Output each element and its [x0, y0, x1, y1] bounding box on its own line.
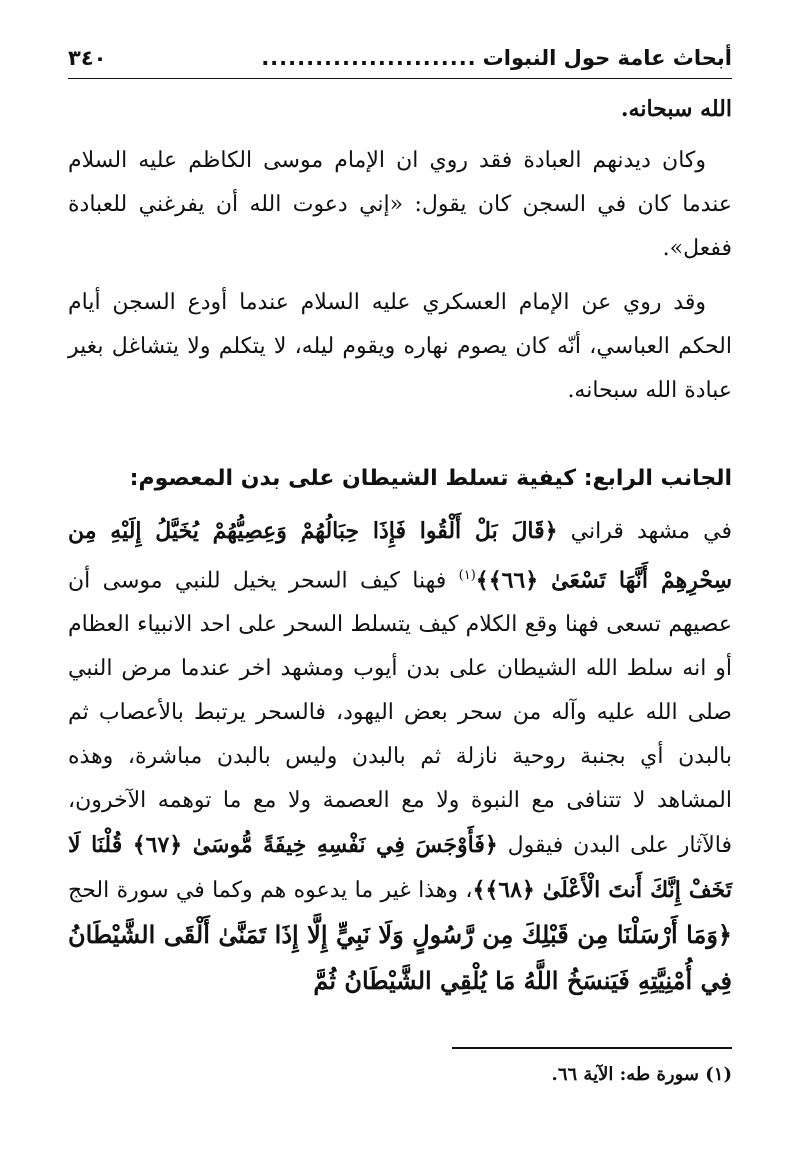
paragraph-magic	[68, 509, 732, 1005]
paragraph-askari: وقد روي عن الإمام العسكري عليه السلام عندما أودع السجن أيام الحكم العباسي، أنّه كان يصوم نهاره ويقوم ليله، لا يتكلم ولا يتشاغل بغير عبادة الله سبحانه.	[68, 290, 732, 403]
running-title: أبحاث عامة حول النبوات	[482, 46, 732, 70]
section-heading: الجانب الرابع: كيفية تسلط الشيطان على بدن المعصوم:	[129, 466, 732, 491]
page-number: ٣٤٠	[68, 46, 107, 70]
paragraph-kadhim: وكان ديدنهم العبادة فقد روي ان الإمام موسى الكاظم عليه السلام عندما كان في السجن كان يقول: «إني دعوت الله أن يفرغني للعبادة ففعل».	[68, 148, 732, 261]
magic-intro: في مشهد قراني	[570, 519, 732, 544]
magic-body-text: فهنا كيف السحر يخيل للنبي موسى أن عصيهم تسعى فهنا وقع الكلام كيف يتسلط السحر على احد الانبياء العظام أو انه سلط الله الشيطان على بدن أيوب ومشهد اخر عندما مرض النبي صلى الله عليه وآله من سحر بعض اليهود، فالسحر يرتبط بالأعصاب ثم بالبدن أي بجنبة روحية نازلة ثم بالبدن وليس بالبدن مباشرة، وهذه المشاهد لا تتنافى مع النبوة ولا مع العصمة ولا مع ما توهمه الآخرون، فالآثار على البدن فيقول	[68, 568, 732, 859]
paragraph-continuation: الله سبحانه.	[620, 96, 732, 122]
quran-verse-taha-66: ﴿قَالَ بَلْ أَلْقُوا فَإِذَا حِبَالُهُمْ وَعِصِيُّهُمْ يُخَيَّلُ إِلَيْهِ مِن سِحْرِهِمْ أَنَّهَا تَسْعَىٰ ﴿٦٦﴾﴾	[68, 518, 732, 594]
magic-body-text-2: ، وهذا غير ما يدعوه هم وكما في سورة الحج	[68, 878, 473, 904]
footnote-rule	[452, 1047, 732, 1049]
page-header	[68, 38, 732, 78]
footnote: (١) سورة طه: الآية ٦٦.	[551, 1064, 732, 1085]
running-title-group	[261, 38, 732, 78]
quran-verse-hajj-52: ﴿وَمَا أَرْسَلْنَا مِن قَبْلِكَ مِن رَّسُولٍ وَلَا نَبِيٍّ إِلَّا إِذَا تَمَنَّىٰ أَلْقَى الشَّيْطَانُ فِي أُمْنِيَّتِهِ فَيَنسَخُ اللَّهُ مَا يُلْقِي الشَّيْطَانُ ثُمَّ	[68, 920, 732, 996]
footnote-mark: (١)	[458, 568, 476, 583]
book-page	[68, 38, 732, 1145]
quran-verse-taha-67-68: ﴿فَأَوْجَسَ فِي نَفْسِهِ خِيفَةً مُّوسَىٰ ﴿٦٧﴾ قُلْنَا لَا تَخَفْ إِنَّكَ أَنتَ الْأَعْلَىٰ ﴿٦٨﴾﴾	[68, 832, 732, 904]
header-rule	[68, 78, 732, 79]
header-leader-dots: ........................	[261, 46, 477, 70]
